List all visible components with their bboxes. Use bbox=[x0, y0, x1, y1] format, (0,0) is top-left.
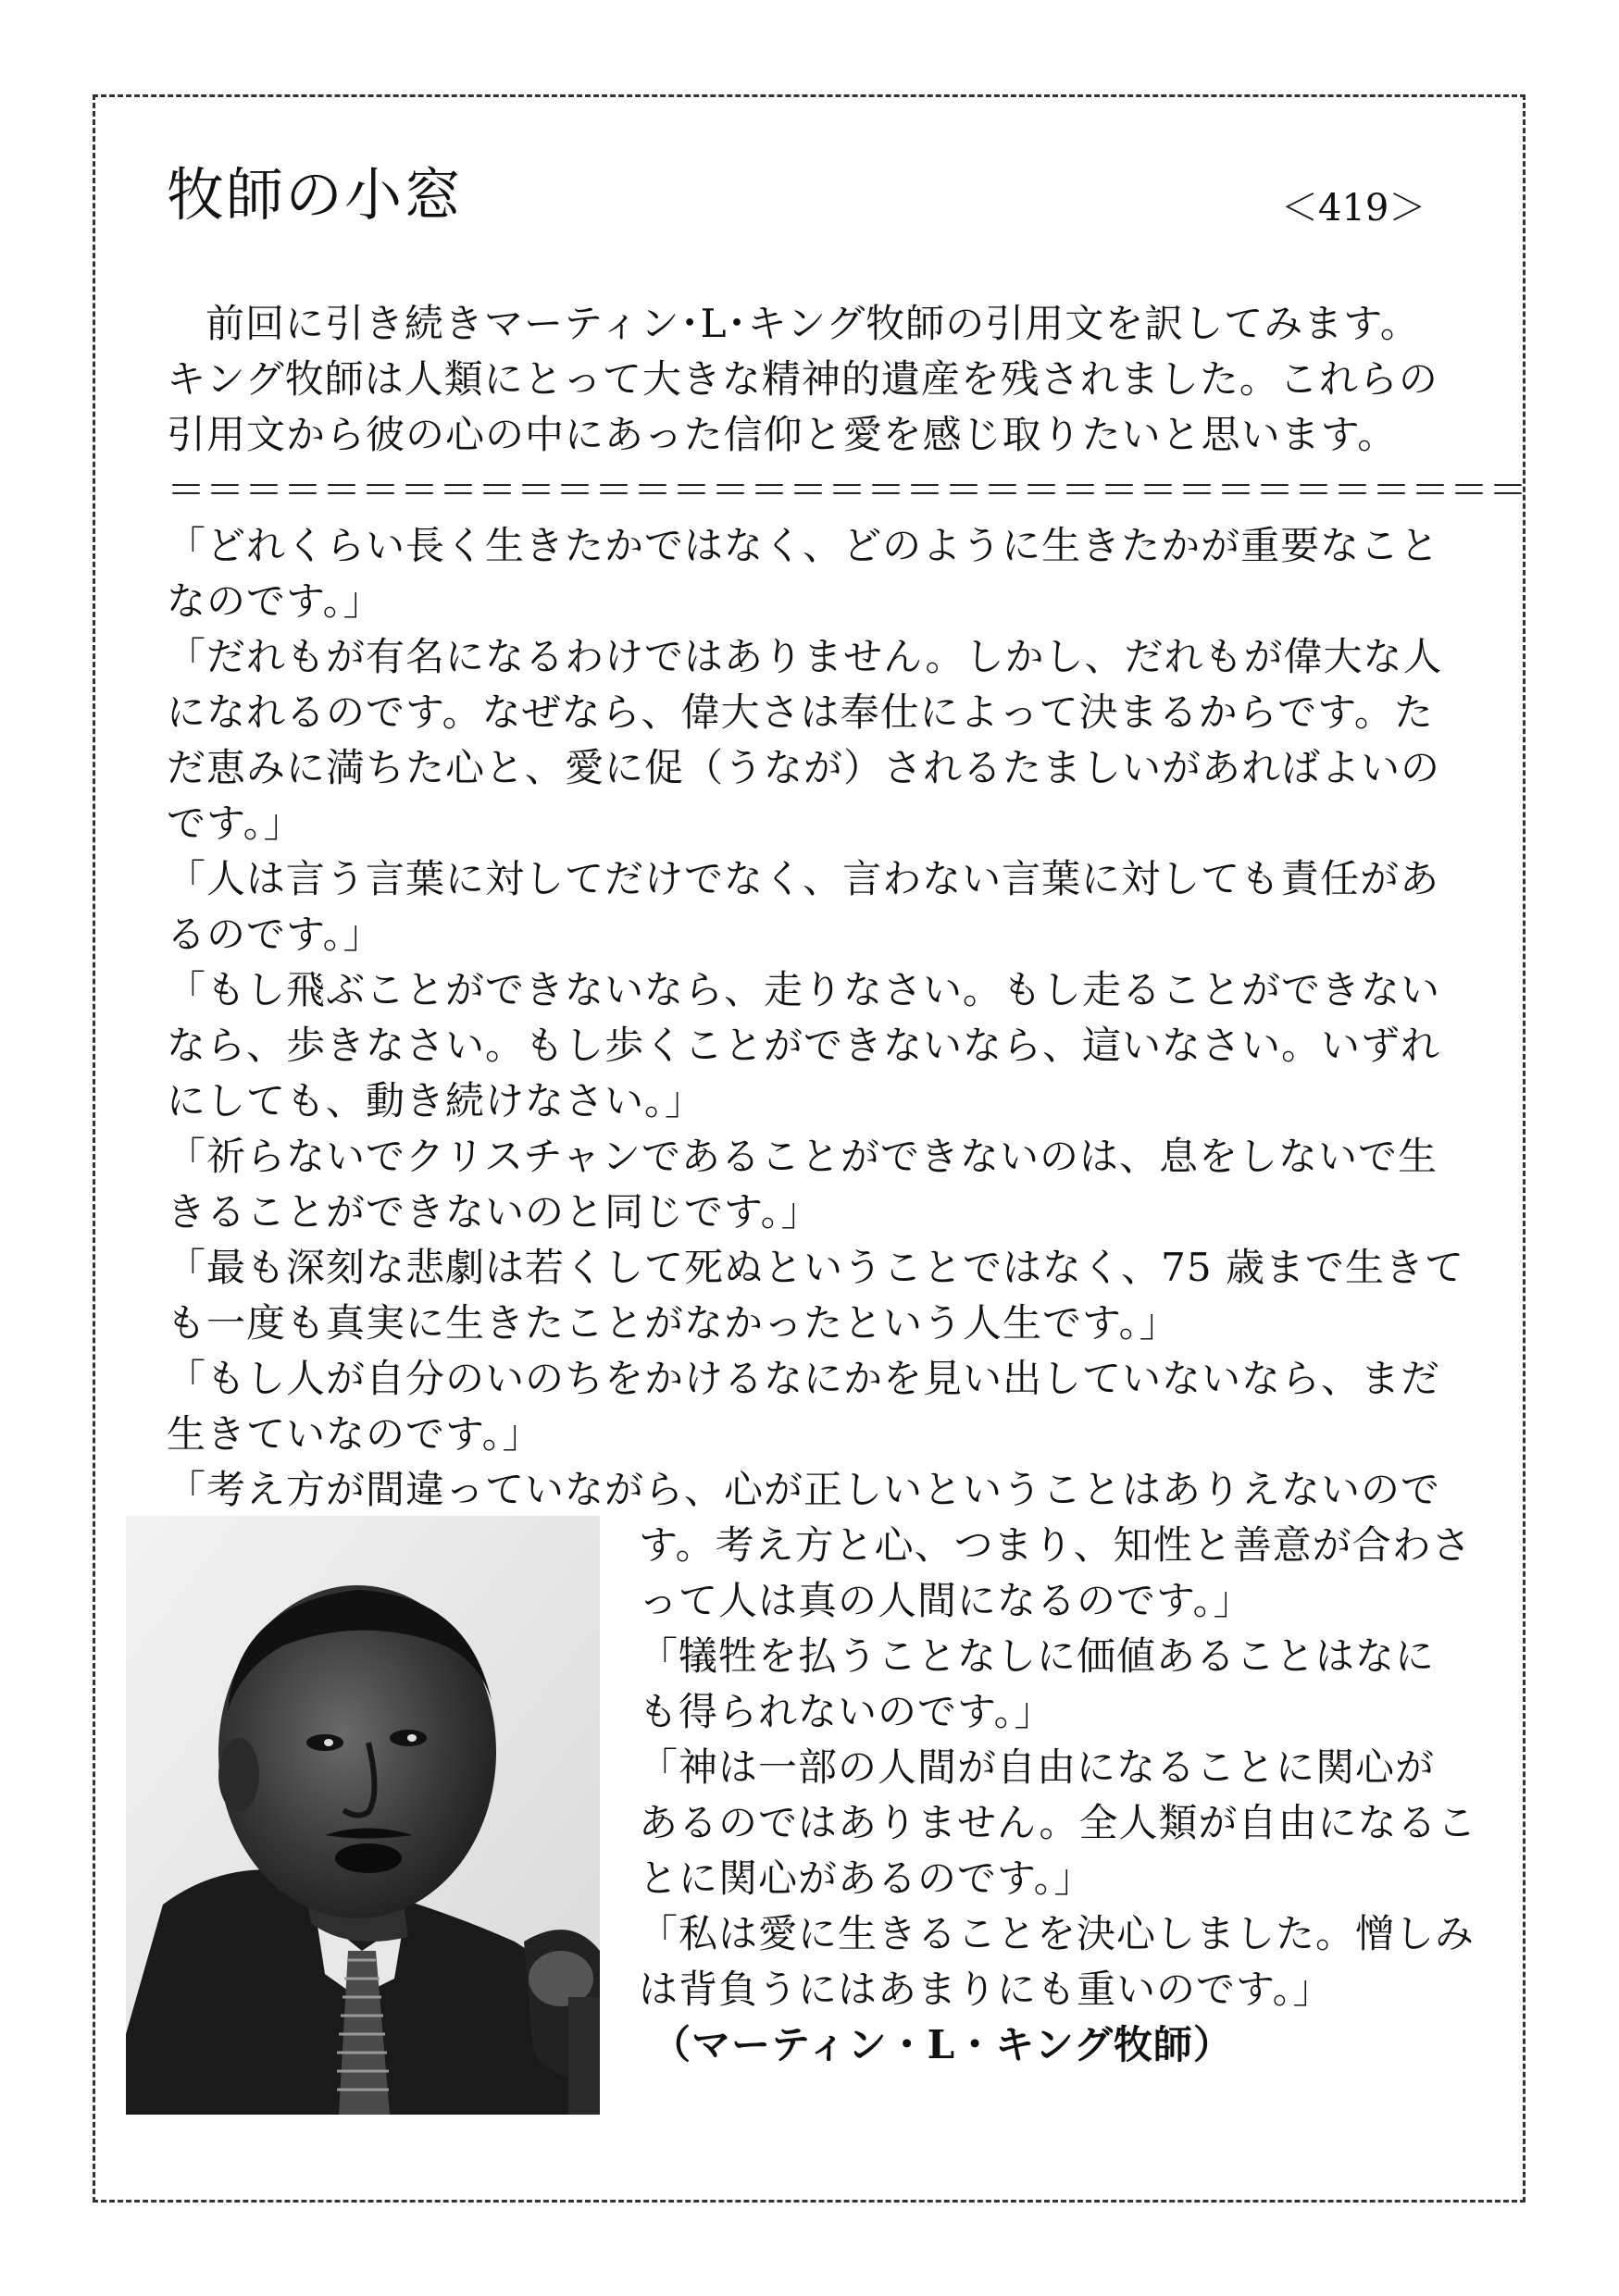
quote-line: 「人は言う言葉に対してだけでなく、言わない言葉に対しても責任があ bbox=[167, 856, 1440, 901]
quote-line: 生きていなのです。」 bbox=[167, 1411, 542, 1457]
portrait-photo bbox=[126, 1516, 600, 2115]
wrapped-quotes bbox=[639, 1518, 1527, 2073]
quote-line: も一度も真実に生きたことがなかったという人生です。」 bbox=[167, 1300, 1179, 1346]
quote-line: 「だれもが有名になるわけではありません。しかし、だれもが偉大な人 bbox=[167, 634, 1443, 679]
quote-line: 「祈らないでクリスチャンであることができないのは、息をしないで生 bbox=[167, 1134, 1438, 1179]
quote-line: です。」 bbox=[167, 800, 304, 846]
issue-number: ＜419＞ bbox=[1281, 187, 1426, 230]
quote-line: あるのではありません。全人類が自由になるこ bbox=[639, 1800, 1477, 1845]
quote-line: きることができないのと同じです。」 bbox=[167, 1189, 821, 1235]
quote-line: になれるのです。なぜなら、偉大さは奉仕によって決まるからです。た bbox=[167, 689, 1434, 735]
quote-line: なのです。」 bbox=[167, 578, 383, 624]
quote-line: にしても、動き続けなさい。」 bbox=[167, 1078, 705, 1123]
quote-line: 「犠牲を払うことなしに価値あることはなに bbox=[639, 1633, 1436, 1679]
quote-line: 「神は一部の人間が自由になることに関心が bbox=[639, 1744, 1436, 1790]
quote-line: も得られないのです。」 bbox=[639, 1689, 1054, 1734]
quote-line: 「考え方が間違っていながら、心が正しいということはありえないので bbox=[167, 1467, 1441, 1512]
page-title: 牧師の小窓 bbox=[167, 161, 464, 229]
quote-line: 「どれくらい長く生きたかではなく、どのように生きたかが重要なこと bbox=[167, 523, 1440, 568]
intro-line: キング牧師は人類にとって大きな精神的遺産を残されました。これらの bbox=[167, 356, 1438, 402]
quote-line: す。考え方と心、つまり、知性と善意が合わさ bbox=[639, 1522, 1472, 1568]
quote-line: だ恵みに満ちた心と、愛に促（うなが）されるたましいがあればよいの bbox=[167, 745, 1441, 790]
quote-line: なら、歩きなさい。もし歩くことができないなら、這いなさい。いずれ bbox=[167, 1023, 1441, 1068]
quote-line: 「もし人が自分のいのちをかけるなにかを見い出していないなら、まだ bbox=[167, 1356, 1441, 1401]
separator-line: ＝＝＝＝＝＝＝＝＝＝＝＝＝＝＝＝＝＝＝＝＝＝＝＝＝＝＝＝＝＝＝＝＝＝＝ bbox=[167, 467, 1528, 513]
quote-line: 「私は愛に生きることを決心しました。憎しみ bbox=[639, 1911, 1476, 1956]
quote-line: って人は真の人間になるのです。」 bbox=[639, 1578, 1253, 1623]
quote-line: るのです。」 bbox=[167, 912, 383, 957]
intro-line: 前回に引き続きマーティン･L･キング牧師の引用文を訳してみます。 bbox=[205, 301, 1420, 346]
quote-line: 「最も深刻な悲劇は若くして死ぬということではなく、75 歳まで生きて bbox=[167, 1245, 1464, 1290]
quote-line: とに関心があるのです。」 bbox=[639, 1855, 1094, 1901]
quote-line: 「もし飛ぶことができないなら、走りなさい。もし走ることができない bbox=[167, 967, 1441, 1012]
intro-line: 引用文から彼の心の中にあった信仰と愛を感じ取りたいと思います。 bbox=[167, 412, 1398, 457]
article-body bbox=[167, 296, 1528, 1518]
attribution: （マーティン・L・キング牧師） bbox=[652, 2022, 1233, 2067]
quote-line: は背負うにはあまりにも重いのです。」 bbox=[639, 1967, 1333, 2012]
